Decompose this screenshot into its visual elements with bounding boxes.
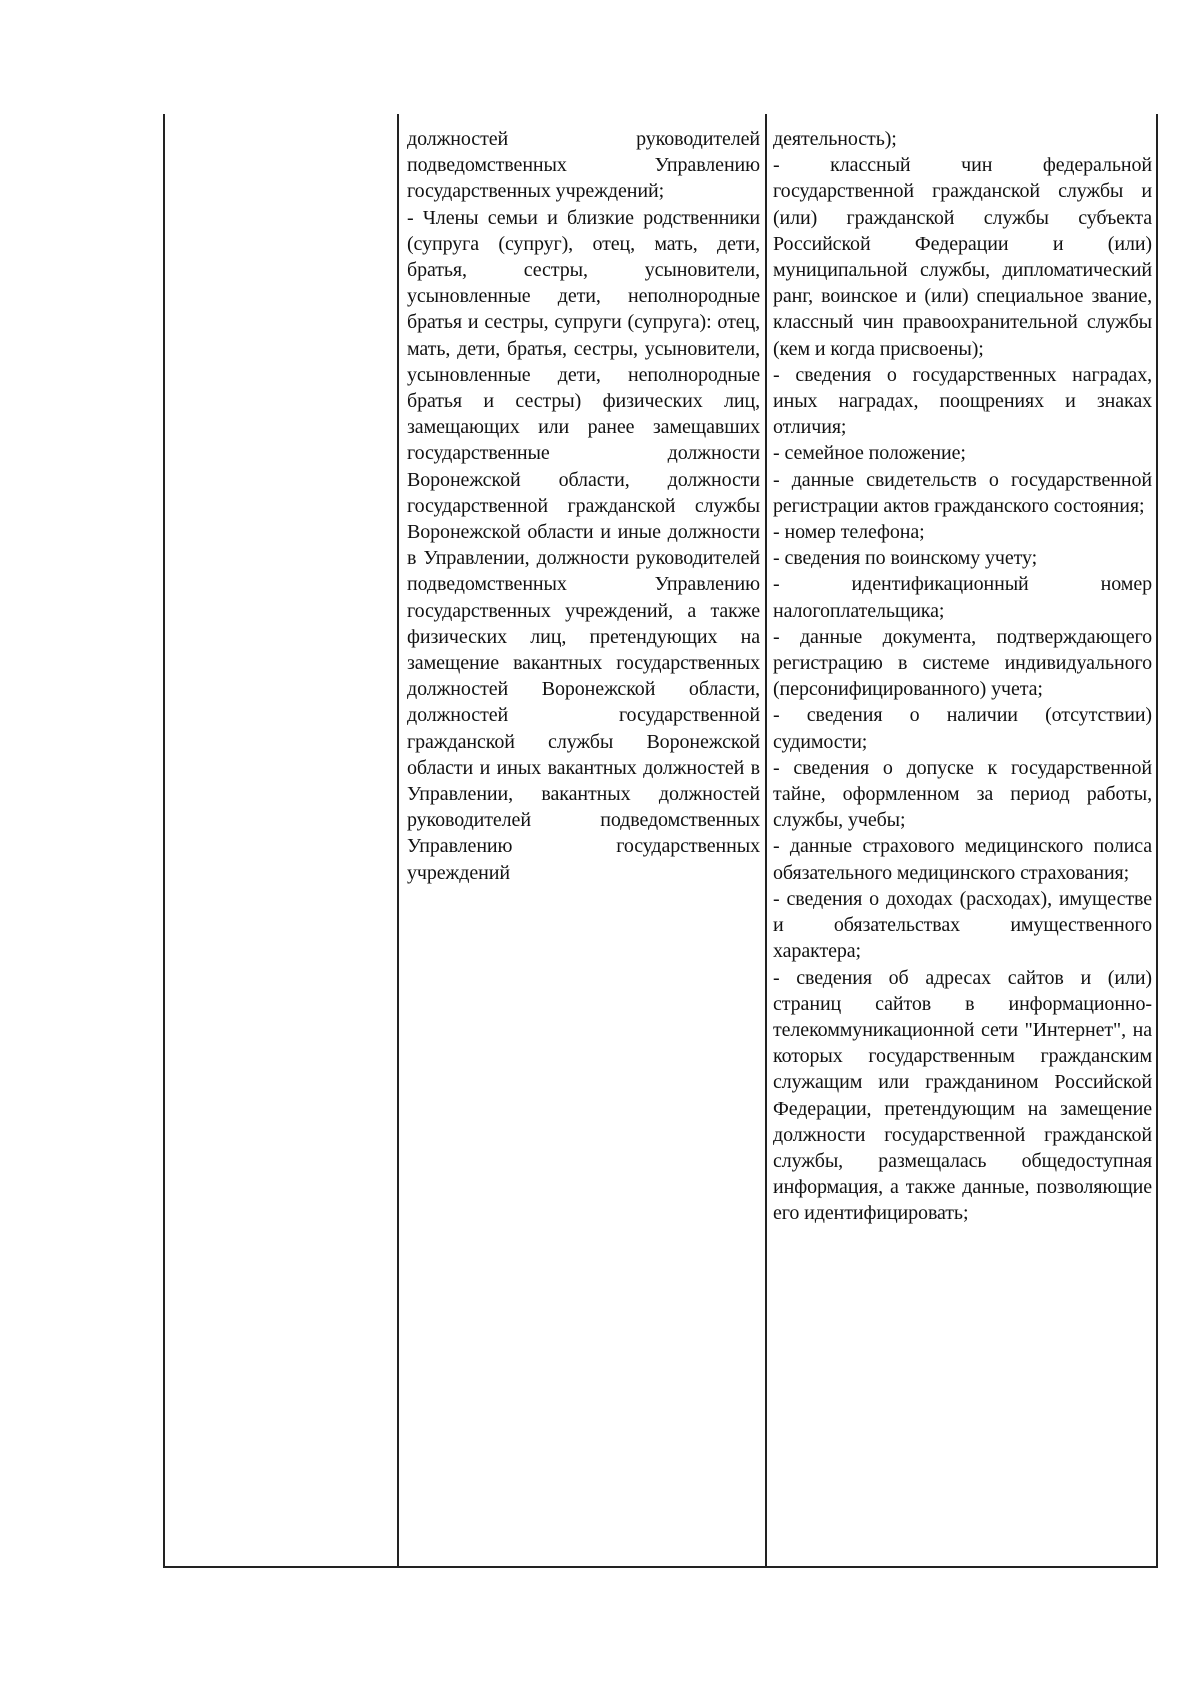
table-column-empty	[165, 114, 399, 1566]
document-table	[163, 114, 1158, 1568]
column-3-text: деятельность); - классный чин федеральной государственной гражданской службы и (или) гражданской службы субъекта Российской Федерации и (или) муниципальной службы, дипломатический ранг, воинское и (или) специальное звание, классный чин правоохранительной службы (кем и когда присвоены); - сведения о государственных наградах, иных наградах, поощрениях и знаках отличия; - семейное положение; - данные свидетельств о государственной регистрации актов гражданского состояния; - номер телефона; - сведения по воинскому учету; - идентификационный номер налогоплательщика; - данные документа, подтверждающего регистрацию в системе индивидуального (персонифицированного) учета; - сведения о наличии (отсутствии) судимости; - сведения о допуске к государственной тайне, оформленном за период работы, службы, учебы; - данные страхового медицинского полиса обязательного медицинского страхования; - сведения о доходах (расходах), имуществе и обязательствах имущественного характера; - сведения об адресах сайтов и (или) страниц сайтов в информационно-телекоммуникационной сети "Интернет", на которых государственным гражданским служащим или гражданином Российской Федерации, претендующим на замещение должности государственной гражданской службы, размещалась общедоступная информация, а также данные, позволяющие его идентифицировать;	[773, 128, 1152, 1225]
table-column-data-list	[767, 114, 1156, 1566]
column-2-text: должностей руководителей подведомственных Управлению государственных учреждений; - Члены семьи и близкие родственники (супруга (супруг), отец, мать, дети, братья, сестры, усыновители, усыновленные дети, неполнородные братья и сестры, супруги (супруга): отец, мать, дети, братья, сестры, усыновители, усыновленные дети, неполнородные братья и сестры) физических лиц, замещающих или ранее замещавших государственные должности Воронежской области, должности государственной гражданской службы Воронежской области и иные должности в Управлении, должности руководителей подведомственных Управлению государственных учреждений, а также физических лиц, претендующих на замещение вакантных государственных должностей Воронежской области, должностей государственной гражданской службы Воронежской области и иных вакантных должностей в Управлении, вакантных должностей руководителей подведомственных Управлению государственных учреждений	[407, 128, 760, 884]
table-column-categories	[399, 114, 767, 1566]
